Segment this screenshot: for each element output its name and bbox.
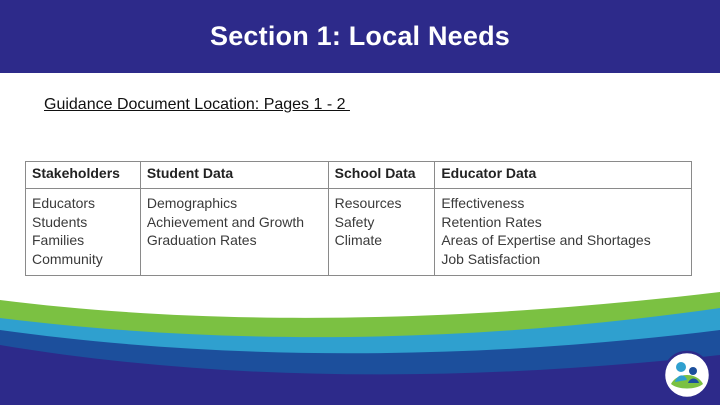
column-header-educator-data: Educator Data	[435, 162, 692, 189]
list-item: Effectiveness	[441, 195, 525, 211]
guidance-location: Guidance Document Location: Pages 1 - 2	[44, 96, 350, 113]
list-item: Retention Rates	[441, 213, 542, 230]
list-item: Job Satisfaction	[441, 250, 541, 267]
list-item: Climate	[334, 232, 383, 248]
list-item: Educators	[32, 195, 96, 211]
column-header-school-data: School Data	[328, 162, 435, 189]
list-item: Demographics	[146, 195, 238, 211]
list-item: Achievement and Growth	[146, 213, 305, 230]
list-item: Safety	[334, 213, 375, 230]
family-logo-icon	[662, 350, 712, 400]
column-header-student-data: Student Data	[140, 162, 328, 189]
list-item: Areas of Expertise and Shortages	[441, 232, 651, 248]
list-item: Families	[32, 232, 85, 248]
list-item: Community	[32, 250, 103, 267]
list-item: Graduation Rates	[146, 232, 257, 248]
page-title: Section 1: Local Needs	[210, 21, 510, 51]
list-item: Resources	[334, 195, 402, 211]
column-header-stakeholders: Stakeholders	[26, 162, 141, 189]
list-item: Students	[32, 213, 88, 230]
